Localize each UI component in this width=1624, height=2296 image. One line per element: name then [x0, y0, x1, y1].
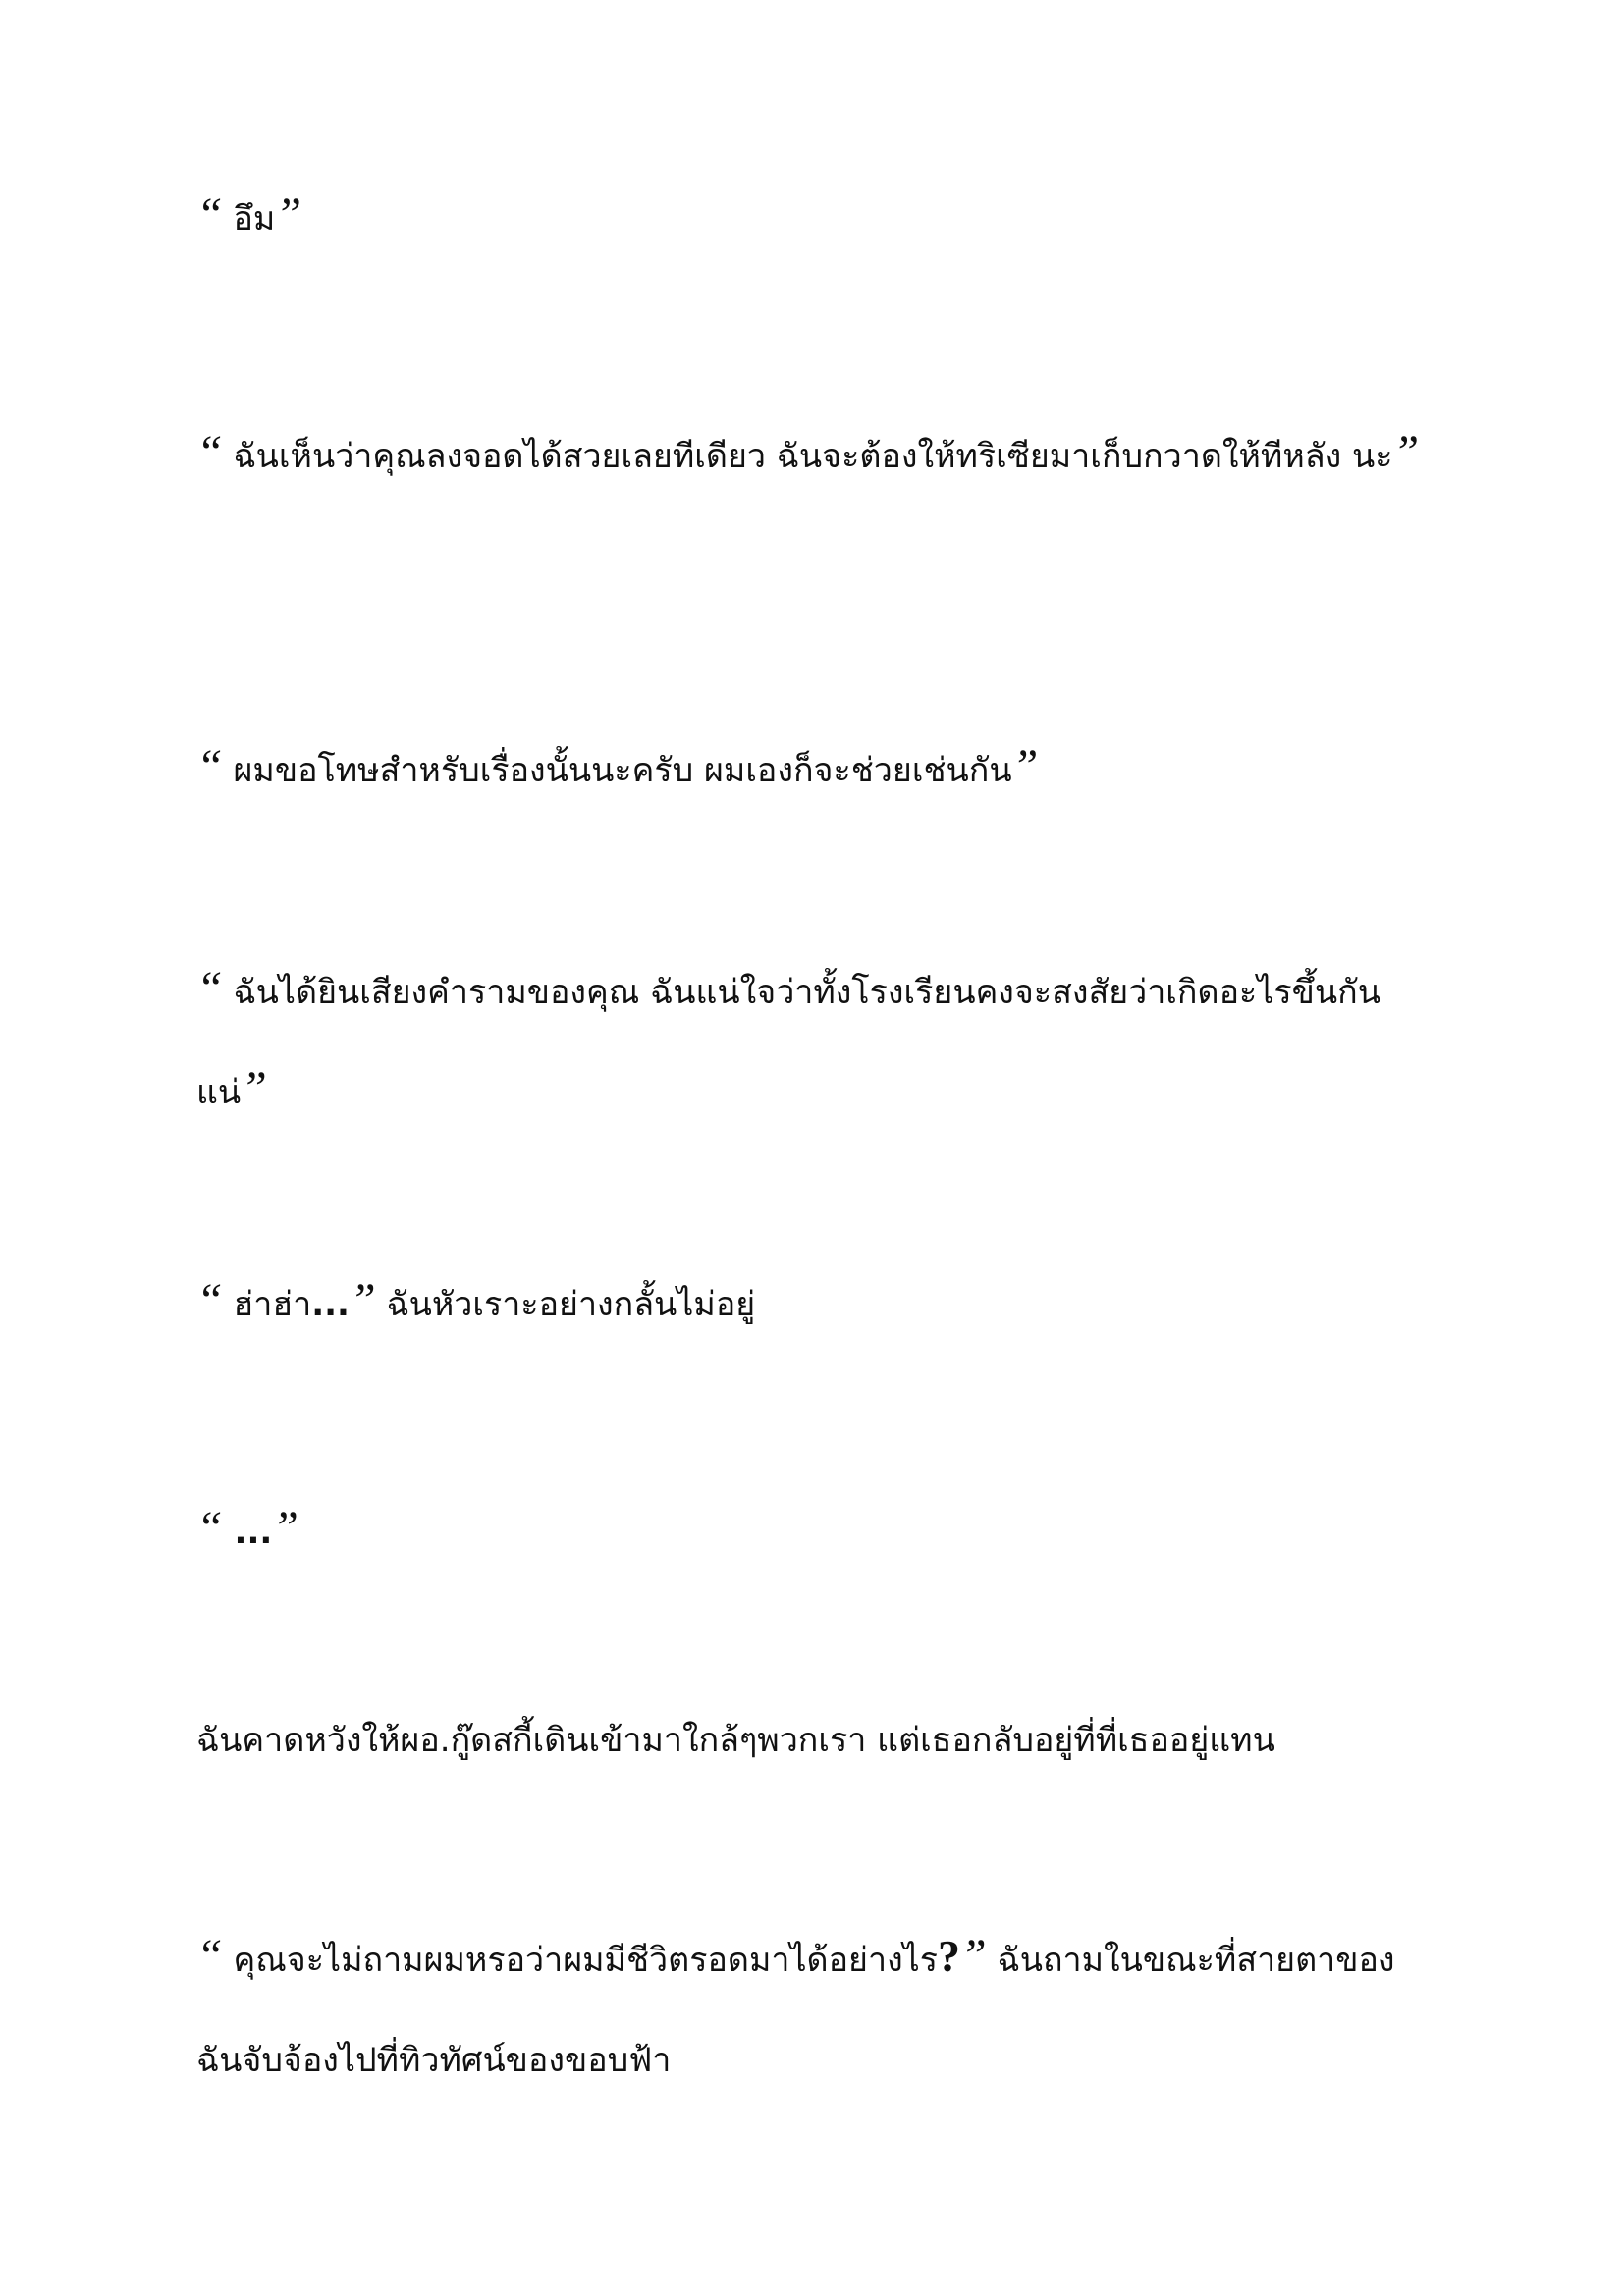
open-quote: “ [196, 740, 223, 792]
paragraph-6 [196, 1482, 1434, 1582]
paragraph-2 [196, 406, 1434, 507]
paragraph-text: ฉันเห็นว่าคุณลงจอดได้สวยเลยทีเดียว ฉันจะต้องให้ทริเซียมาเก็บกวาดให้ทีหลัง นะ [222, 437, 1393, 476]
close-quote: ” [960, 1930, 987, 1982]
paragraph-4 [196, 942, 1434, 1143]
paragraph-text: ผมขอโทษสำหรับเรื่องนั้นนะครับ ผมเองก็จะช่วยเช่นกัน [222, 751, 1012, 790]
close-quote: ” [1011, 740, 1039, 792]
paragraph-text: ฉันได้ยินเสียงคำรามของคุณ ฉันแน่ใจว่าทั้งโรงเรียนคงจะสงสัยว่าเกิดอะไรขึ้นกัน แน่ [196, 973, 1391, 1112]
close-quote: ” [272, 1502, 298, 1554]
paragraph-text: ฮ่าฮ่า [222, 1285, 312, 1324]
ellipsis: ... [222, 1513, 273, 1552]
paragraph-text: ฉันคาดหวังให้ผอ.กู๊ดสกี้เดินเข้ามาใกล้ๆพวกเรา แต่เธอกลับอยู่ที่ที่เธออยู่แทน [196, 1721, 1275, 1760]
paragraph-3 [196, 721, 1434, 821]
open-quote: “ [196, 1502, 223, 1554]
paragraph-narration: ฉันถามในขณะที่สายตาของฉันจับจ้องไปที่ทิวทัศน์ของขอบฟ้า [196, 1941, 1395, 2080]
paragraph-1 [196, 169, 1434, 269]
open-quote: “ [196, 1930, 223, 1982]
paragraph-8 [196, 1910, 1434, 2110]
close-quote: ” [275, 188, 302, 240]
close-quote: ” [349, 1274, 376, 1326]
close-quote: ” [1392, 426, 1420, 478]
open-quote: “ [196, 188, 223, 240]
paragraph-text: อึม [222, 199, 276, 239]
close-quote: ” [241, 1062, 267, 1114]
open-quote: “ [196, 1274, 223, 1326]
question-mark: ? [938, 1931, 961, 1981]
ellipsis: ... [311, 1285, 350, 1324]
paragraph-5 [196, 1255, 1434, 1355]
open-quote: “ [196, 962, 223, 1014]
open-quote: “ [196, 426, 223, 478]
paragraph-narration: ฉันหัวเราะอย่างกลั้นไม่อยู่ [375, 1285, 756, 1324]
paragraph-7 [196, 1690, 1434, 1790]
paragraph-text: คุณจะไม่ถามผมหรอว่าผมมีชีวิตรอดมาได้อย่างไร [222, 1941, 939, 1980]
